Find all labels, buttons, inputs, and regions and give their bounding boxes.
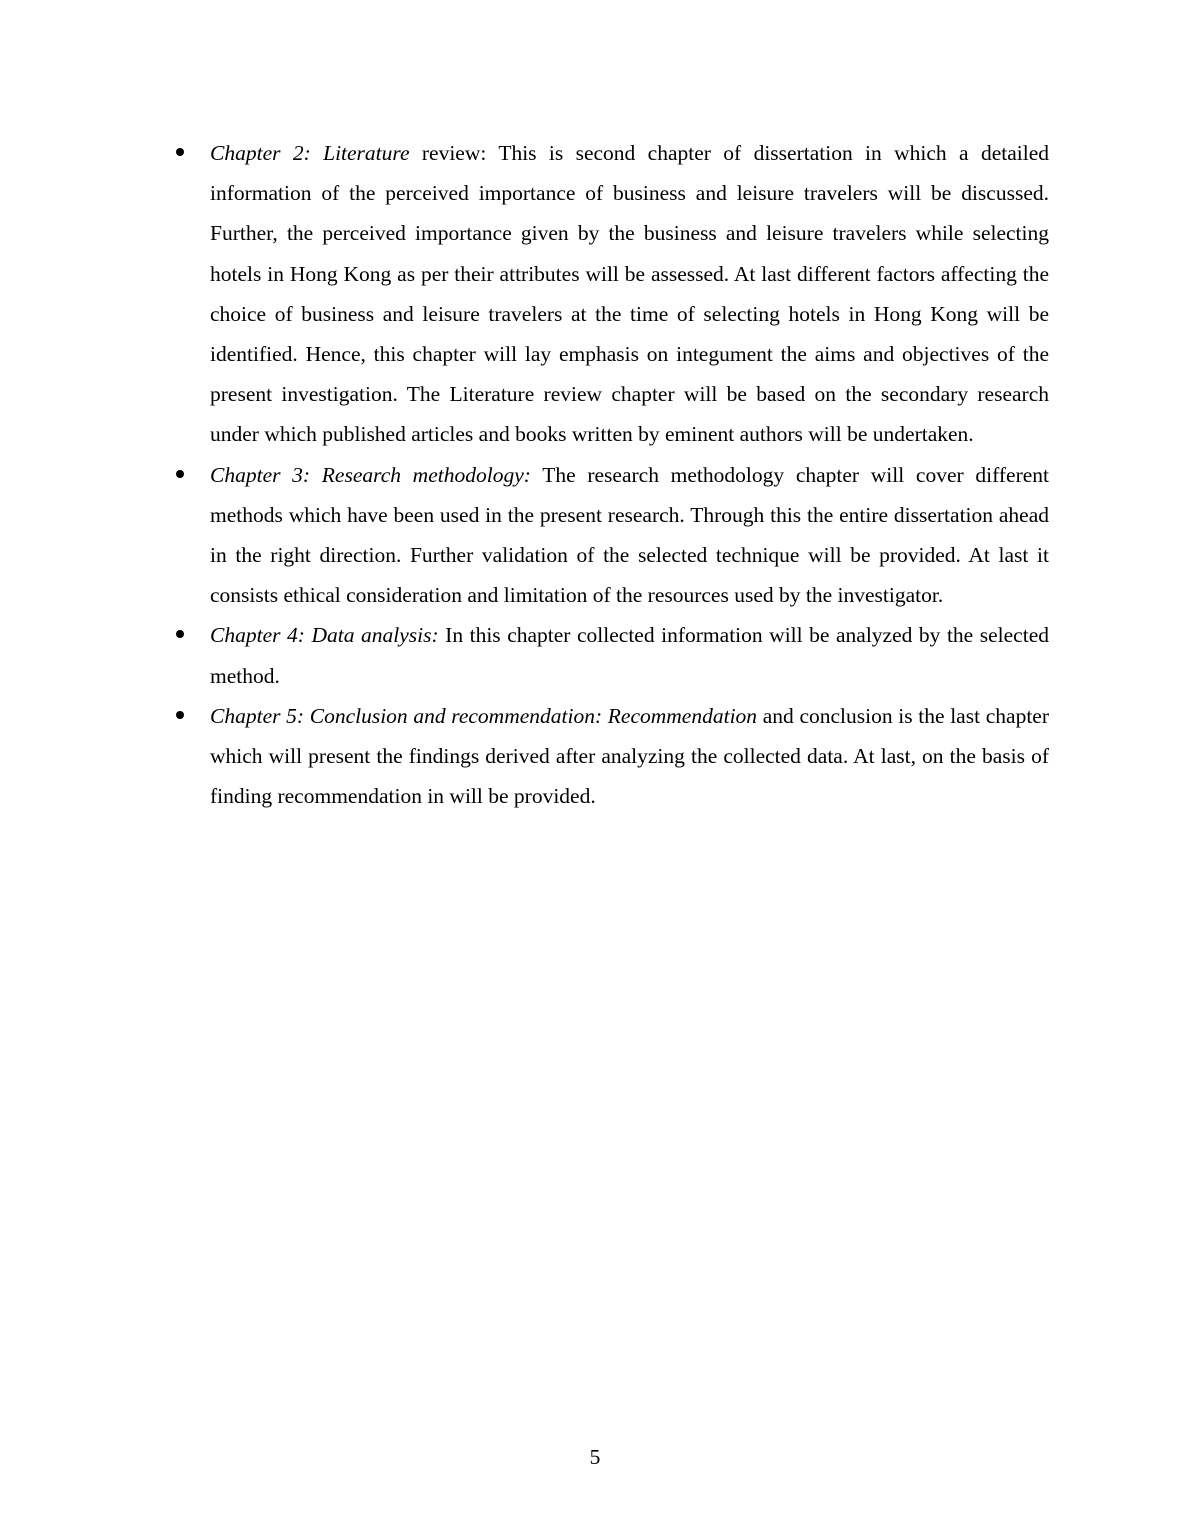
chapter-description: review: This is second chapter of dissertation in which a detailed information of the perceived importance of business and leisure travelers will be discussed. Further, the perceived importance given by the business and leisure travelers while selecting hotels in Hong Kong as per their attributes will be assessed. At last different factors affecting the choice of business and leisure travelers at the time of selecting hotels in Hong Kong will be identified. Hence, this chapter will lay emphasis on integument the aims and objectives of the present investigation. The Literature review chapter will be based on the secondary research under which published articles and books written by eminent authors will be undertaken. [210, 141, 1049, 447]
chapter-title: Chapter 2: Literature [210, 141, 410, 165]
bullet-icon [176, 148, 184, 156]
list-item-chapter-3 [170, 455, 1049, 616]
bullet-icon [176, 470, 184, 478]
chapter-description: In this chapter collected information will be analyzed by the selected method. [210, 623, 1049, 688]
page-number: 5 [589, 1445, 601, 1469]
chapter-description: and conclusion is the last chapter which will present the findings derived after analyzing the collected data. At last, on the basis of finding recommendation in will be provided. [210, 703, 1050, 809]
chapter-description: The research methodology chapter will cover different methods which have been used in the present research. Through this the entire dissertation ahead in the right direction. Further validation of the selected technique will be provided. At last it consists ethical consideration and limitation of the resources used by the investigator. [210, 462, 1049, 608]
chapter-title: Chapter 4: Data analysis: [210, 623, 439, 648]
chapter-title: Chapter 5: Conclusion and recommendation: Recommendation [210, 703, 758, 728]
bullet-icon [176, 630, 184, 638]
bullet-icon [176, 711, 184, 719]
list-item-chapter-4 [170, 615, 1049, 695]
list-item-chapter-2 [170, 133, 1049, 455]
list-item-chapter-5 [170, 696, 1049, 817]
chapter-list [170, 133, 1049, 816]
chapter-title: Chapter 3: Research methodology: [210, 462, 531, 487]
